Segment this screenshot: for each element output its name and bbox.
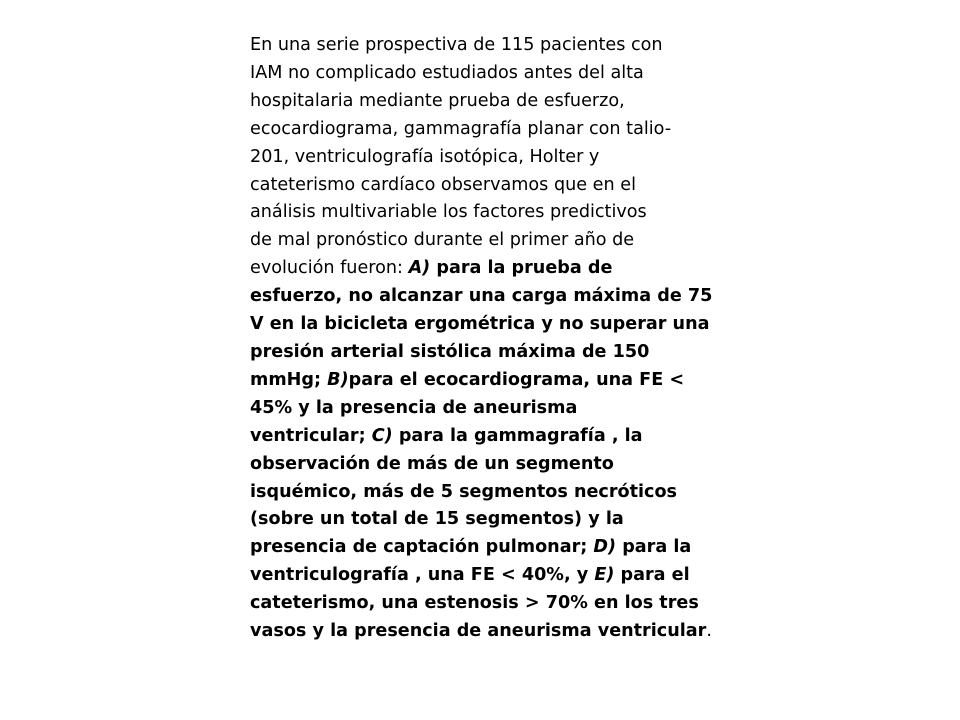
text-line: En una serie prospectiva de 115 pacientes con [250,35,663,55]
item-marker-a: A) [408,258,431,279]
text-line-bold: 45% y la presencia de aneurisma [250,397,578,418]
text-line [250,618,720,646]
text-line: análisis multivariable los factores predictivos [250,202,647,223]
text-line-bold [250,423,720,451]
text-line: de mal pronóstico durante el primer año de [250,230,635,251]
text-run-bold: para el ecocardiograma, una FE < [348,369,685,390]
text-run-bold: para la [616,537,692,558]
text-line: ecocardiograma, gammagrafía planar con talio- [250,118,672,139]
text-run-bold: ventriculografía , una FE < 40%, y [250,565,595,586]
body-paragraph [250,32,720,646]
item-marker-e: E) [594,565,615,586]
text-run-bold: mmHg; [250,369,328,390]
text-run-bold: para la prueba de [430,258,613,279]
text-line-bold: observación de más de un segmento [250,453,614,474]
text-run-bold: ventricular; [250,425,372,446]
text-line-bold: esfuerzo, no alcanzar una carga máxima de 75 [250,286,713,307]
text-line-bold [250,562,720,590]
text-line-bold: V en la bicicleta ergométrica y no superar una [250,314,710,335]
text-run-bold: para la gammagrafía , la [392,425,643,446]
text-run-bold: para el [614,565,690,586]
item-marker-c: C) [371,425,393,446]
text-line-bold [250,367,720,395]
item-marker-d: D) [593,537,617,558]
text-line: hospitalaria mediante prueba de esfuerzo, [250,90,625,111]
text-run: . [706,621,712,642]
item-marker-b: B) [327,369,349,390]
text-line: IAM no complicado estudiados antes del alta [250,62,644,83]
text-line-bold: cateterismo, una estenosis > 70% en los tres [250,593,699,614]
text-run-bold: vasos y la presencia de aneurisma ventricular [250,621,707,642]
text-line [250,255,720,283]
text-run: evolución fueron: [250,258,409,279]
text-line-bold: (sobre un total de 15 segmentos) y la [250,509,624,530]
text-line: 201, ventriculografía isotópica, Holter y [250,146,600,167]
text-line-bold [250,534,720,562]
text-run-bold: presencia de captación pulmonar; [250,537,594,558]
text-line-bold: presión arterial sistólica máxima de 150 [250,341,650,362]
text-line-bold: isquémico, más de 5 segmentos necróticos [250,481,678,502]
text-line: cateterismo cardíaco observamos que en el [250,174,636,195]
